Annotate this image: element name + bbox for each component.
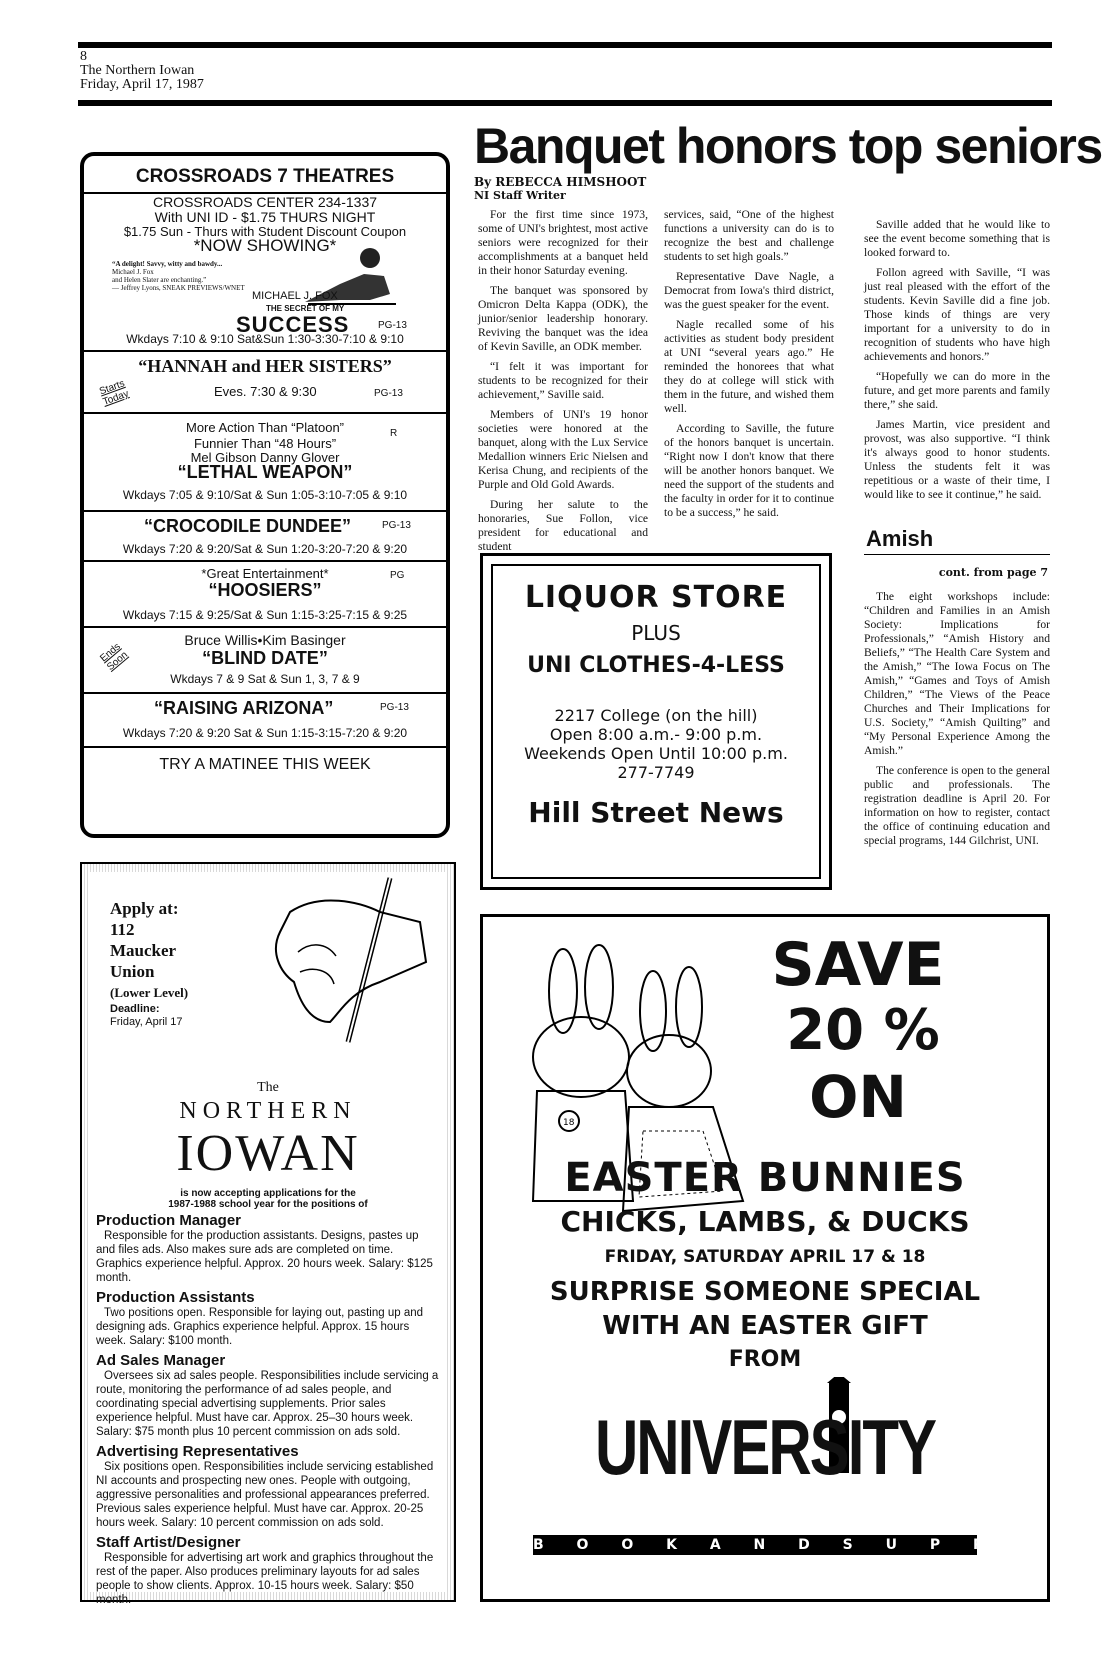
divider: [84, 412, 446, 414]
job-item: [96, 1289, 440, 1348]
liquor-line3: UNI CLOTHES-4-LESS: [527, 653, 785, 678]
rating: PG-13: [378, 320, 407, 331]
quote-line: and Helen Slater are enchanting.”: [112, 276, 207, 284]
paragraph: James Martin, vice president and provost, was also supportive. “I think it's always good to honor students. Unless the students felt it was repetitious or a waste of their time, I would like to see it continue,” he said.: [864, 418, 1050, 501]
job-description: Responsible for advertising art work and graphics throughout the rest of the paper. Also produces preliminary layouts for ad sales people to show clients. Approx. 10-15 hours week. Salary: $50 month.: [96, 1552, 434, 1606]
paragraph: The eight workshops include: “Children and Families in an Amish Society: Implications for Professionals,” “Amish History and Beliefs,” “The Health Care System and the Amish,” “The Iowa Focus on The Amish,” “Games and Toys of Amish Children,” “The Views of the Peace Churches and Their Implications for U.S. Society,” “Amish Quilting” and “My Personal Experience Among the Amish.”: [864, 590, 1050, 757]
article-column-2: [664, 208, 834, 526]
job-list: [96, 1212, 440, 1607]
job-description: Six positions open. Responsibilities include servicing established NI accounts and prospecting new ones. People with outgoing, aggressive personalities and professional appearances preferred. Previous sales experience helpful. Must have car. Approx. 20-25 hours week. Salary: 10 percent commission on ads sold.: [96, 1461, 434, 1529]
cast-line: Bruce Willis•Kim Basinger: [184, 632, 346, 648]
article-column-1: [478, 208, 648, 560]
theatre-coupon: $1.75 Sun - Thurs with Student Discount Coupon: [123, 224, 407, 239]
theatre-center: CROSSROADS CENTER 234-1337: [152, 194, 378, 210]
cast-line: Mel Gibson Danny Glover: [190, 450, 340, 465]
amish-title: Amish: [866, 526, 934, 551]
showtimes: Wkdays 7:20 & 9:20 Sat & Sun 1:15-3:15-7:20 & 9:20: [122, 726, 408, 740]
movie-title: “LETHAL WEAPON”: [177, 462, 353, 482]
theatre-ad: [80, 152, 450, 838]
surprise-line: SURPRISE SOMEONE SPECIAL: [549, 1277, 981, 1307]
divider: [84, 350, 446, 352]
paragraph: Members of UNI's 19 honor societies were honored at the banquet, along with the Lux Service Medallion winners Eric Nielsen and Kerisa Chung, and recipients of the Purple and Old Gold Awards.: [478, 408, 648, 491]
on-label: ON: [809, 1063, 907, 1131]
liquor-name: Hill Street News: [528, 796, 784, 829]
divider: [84, 510, 446, 512]
book-and-supply-bar: B O O K A N D S U P P L Y: [533, 1537, 1083, 1553]
masthead-northern: NORTHERN: [179, 1098, 357, 1124]
review-quote: [112, 260, 245, 292]
movie-title: “RAISING ARIZONA”: [154, 698, 334, 718]
paragraph: “Hopefully we can do more in the future, and get more parents and family there,” she said.: [864, 370, 1050, 411]
ends-soon-badge: Ends Soon: [98, 641, 131, 673]
deadline-date: Friday, April 17: [110, 1016, 183, 1028]
university-logo: UNIVERSITY: [594, 1403, 936, 1491]
paragraph: Representative Dave Nagle, a Democrat from Iowa's third district, was the guest speaker for the event.: [664, 270, 834, 311]
easter-bunnies-line: EASTER BUNNIES: [564, 1155, 966, 1201]
showtimes: Wkdays 7:20 & 9:20/Sat & Sun 1:20-3:20-7:20 & 9:20: [122, 542, 408, 556]
folio: [80, 50, 204, 92]
dates-line: FRIDAY, SATURDAY APRIL 17 & 18: [604, 1247, 926, 1267]
rating: PG-13: [380, 702, 409, 713]
from-line: FROM: [728, 1347, 802, 1372]
paper-name: The Northern Iowan: [80, 63, 195, 78]
movie-title: “CROCODILE DUNDEE”: [144, 516, 352, 536]
job-item: [96, 1352, 440, 1439]
paragraph: Nagle recalled some of his activities as student body president at UNI “several years ago.” He reminded the honorees that what they do at college will stick with them in the future, and wished them well.: [664, 318, 834, 415]
amish-column: [864, 590, 1050, 854]
matinee-footer: TRY A MATINEE THIS WEEK: [159, 756, 371, 773]
paragraph: Follon agreed with Saville, “I was just real pleased with the effort of the students. Kevin Saville did a fine job. Those kinds of things are very important for a university to do in recognition of students who have high achievements and honors.”: [864, 266, 1050, 363]
apply-building: Maucker: [110, 941, 177, 960]
job-item: [96, 1212, 440, 1285]
rating: PG: [390, 570, 405, 581]
northern-iowan-ad: [80, 862, 456, 1606]
star-name: MICHAEL J. FOX: [252, 290, 338, 302]
theatre-uni: With UNI ID - $1.75 THURS NIGHT: [154, 209, 376, 225]
divider: [84, 560, 446, 562]
job-description: Two positions open. Responsible for laying out, pasting up and designing ads. Graphics experience helpful. Approx. 15 hours week. Salary: $100 month.: [96, 1307, 424, 1347]
paragraph: The conference is open to the general public and professionals. The registration deadline is April 20. For information on how to register, contact the office of continuing education and special programs, 144 Gilchrist, UNI.: [864, 764, 1050, 847]
hand-holding-pen-illustration: [230, 872, 430, 1052]
liquor-weekends: Weekends Open Until 10:00 p.m.: [524, 744, 788, 763]
masthead-the: The: [257, 1080, 279, 1095]
divider: [84, 746, 446, 748]
theatre-name: CROSSROADS 7 THEATRES: [135, 166, 395, 187]
masthead-rule: [78, 100, 1052, 106]
divider: [84, 626, 446, 628]
showtimes: Wkdays 7 & 9 Sat & Sun 1, 3, 7 & 9: [170, 672, 360, 686]
paragraph: The banquet was sponsored by Omicron Delta Kappa (ODK), the junior/senior leadership honorary. Reviving the banquet was the idea of Kevin Saville, an ODK member.: [478, 284, 648, 353]
promo-line: *Great Entertainment*: [201, 566, 329, 581]
accepting-line: [90, 1188, 446, 1210]
deadline-label: Deadline:: [110, 1003, 160, 1015]
apply-level: (Lower Level): [110, 985, 189, 1000]
promo-line: More Action Than “Platoon”: [185, 420, 344, 435]
apply-block: [110, 898, 188, 1029]
job-title: Production Assistants: [96, 1289, 255, 1306]
apply-label: Apply at:: [110, 899, 179, 918]
masthead-iowan: IOWAN: [176, 1125, 360, 1182]
quote-line: Michael J. Fox: [112, 268, 154, 276]
apply-building: Union: [110, 962, 155, 981]
divider: [84, 692, 446, 694]
byline: [474, 176, 646, 202]
paragraph: For the first time since 1973, some of UNI's brightest, most active seniors were recognized for their accomplishments at a banquet held in their honor Saturday evening.: [478, 208, 648, 277]
amish-rule: [864, 554, 1050, 555]
article-column-3: [864, 218, 1050, 508]
liquor-hours: Open 8:00 a.m.- 9:00 p.m.: [549, 725, 763, 744]
movie-title: “HANNAH and HER SISTERS”: [138, 356, 392, 376]
paragraph: Saville added that he would like to see the event become something that is looked forward to.: [864, 218, 1050, 259]
paragraph: services, said, “One of the highest functions a university can do is to recognize the best and challenge students to set high goals.”: [664, 208, 834, 263]
liquor-phone: 277-7749: [617, 763, 695, 782]
accepting-text: 1987-1988 school year for the positions of: [168, 1199, 368, 1210]
job-item: [96, 1534, 440, 1607]
starts-today-badge: Starts Today: [97, 378, 131, 408]
top-rule: [78, 42, 1052, 48]
amish-cont: cont. from page 7: [938, 566, 1048, 579]
now-showing: *NOW SHOWING*: [193, 236, 337, 255]
headline: Banquet honors top seniors: [474, 118, 1102, 174]
gift-line: WITH AN EASTER GIFT: [602, 1311, 928, 1341]
job-item: [96, 1443, 440, 1530]
apply-room: 112: [110, 920, 135, 939]
showtimes: Wkdays 7:10 & 9:10 Sat&Sun 1:30-3:30-7:10 & 9:10: [126, 332, 404, 346]
rating: PG-13: [382, 520, 411, 531]
paragraph: During her salute to the honoraries, Sue Follon, vice president for educational and student: [478, 498, 648, 553]
liquor-address: 2217 College (on the hill): [554, 706, 758, 725]
rating: R: [390, 428, 398, 439]
film-subtitle: THE SECRET OF MY: [266, 304, 345, 313]
quote-line: — Jeffrey Lyons, SNEAK PREVIEWS/WNET: [112, 284, 245, 292]
ad-inner: [90, 872, 446, 1606]
save-label: SAVE: [771, 930, 945, 1000]
easter-ad: [480, 914, 1083, 1602]
accepting-text: is now accepting applications for the: [180, 1188, 356, 1199]
chicks-line: CHICKS, LAMBS, & DUCKS: [560, 1205, 970, 1238]
paragraph: “I felt it was important for students to be recognized for their achievement,” Saville said.: [478, 360, 648, 401]
job-description: Oversees six ad sales people. Responsibilities include servicing a route, monitoring the performance of ad sales people, and coordinating special advertising supplements. Prior sales experience helpful. Must have car. Approx. 25–30 hours week. Salary: $75 month plus 10 percent commission on ads sold.: [96, 1370, 439, 1438]
movie-title: “BLIND DATE”: [202, 648, 328, 668]
byline-name: By REBECCA HIMSHOOT: [474, 175, 647, 189]
page-number: 8: [80, 49, 87, 64]
quote-line: “A delight! Savvy, witty and bawdy...: [112, 260, 223, 268]
showtimes: Wkdays 7:15 & 9:25/Sat & Sun 1:15-3:25-7:15 & 9:25: [122, 608, 408, 622]
liquor-line2: PLUS: [631, 621, 681, 645]
job-title: Ad Sales Manager: [96, 1352, 226, 1369]
job-title: Production Manager: [96, 1212, 242, 1229]
movie-title: “HOOSIERS”: [208, 580, 322, 600]
rating: PG-13: [374, 388, 403, 399]
byline-staff: NI Staff Writer: [474, 189, 566, 202]
liquor-line1: LIQUOR STORE: [524, 580, 788, 615]
job-title: Staff Artist/Designer: [96, 1534, 241, 1551]
job-description: Responsible for the production assistants. Designs, pastes up and files ads. Also makes sure ads are completed on time. Graphics experience helpful. Approx. 20 hours week. Salary: $125 month.: [96, 1230, 433, 1284]
film-logo: SUCCESS: [236, 312, 350, 337]
showtimes: Wkdays 7:05 & 9:10/Sat & Sun 1:05-3:10-7:05 & 9:10: [122, 488, 408, 502]
discount-percent: 20 %: [786, 998, 940, 1063]
liquor-inner-border: [491, 564, 821, 879]
paragraph: According to Saville, the future of the honors banquet is uncertain. “Right now I don't know that there will be another honors banquet. We need the support of the students and the faculty in order for it to continue to be a success,” he said.: [664, 422, 834, 519]
liquor-store-ad: [480, 553, 832, 890]
bunny-tag: 18: [563, 1118, 575, 1128]
job-title: Advertising Representatives: [96, 1443, 299, 1460]
promo-line: Funnier Than “48 Hours”: [193, 436, 337, 451]
issue-date: Friday, April 17, 1987: [80, 77, 204, 92]
showtimes: Eves. 7:30 & 9:30: [214, 384, 317, 399]
